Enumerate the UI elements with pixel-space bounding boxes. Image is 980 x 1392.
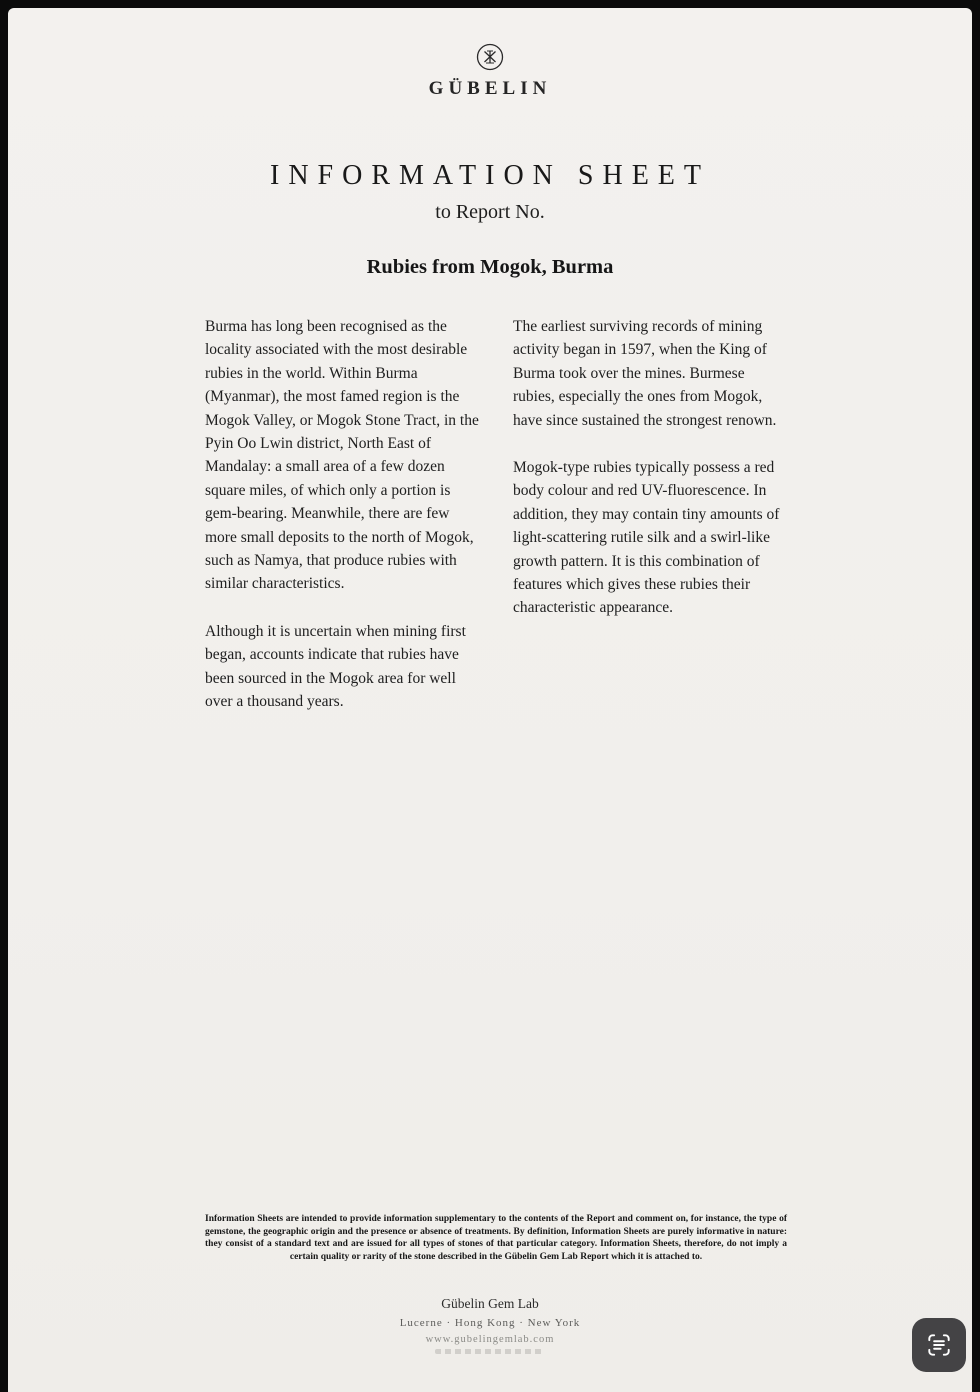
lab-website: www.gubelingemlab.com [425, 1334, 555, 1345]
body-paragraph: Burma has long been recognised as the locality associated with the most desirable rubies in the world. Within Burma (Myanmar), the most famed region is the Mogok Valley, or Mogok Stone Tract, in the Pyin Oo Lwin district, North East of Mandalay: a small area of a few dozen square miles, of which only a portion is gem-bearing. Meanwhile, there are few more small deposits to the north of Mogok, such as Namya, that produce rubies with similar characteristics. [205, 318, 479, 593]
body-paragraph: Mogok-type rubies typically possess a red body colour and red UV-fluorescence. In addition, they may contain tiny amounts of light-scattering rutile silk and a swirl-like growth pattern. It is this combination of features which gives these rubies their characteristic appearance. [513, 459, 780, 617]
document-page [8, 8, 972, 1392]
body-paragraph: Although it is uncertain when mining first began, accounts indicate that rubies have been sourced in the Mogok area for well over a thousand years. [205, 622, 466, 711]
brand-wordmark: GÜBELIN [428, 78, 552, 99]
brand-block [8, 42, 972, 100]
left-column [205, 315, 479, 738]
lab-footer [8, 1296, 972, 1354]
report-number-line: to Report No. [435, 201, 545, 223]
lab-name: Gübelin Gem Lab [441, 1296, 539, 1311]
gubelin-crest-icon [475, 42, 505, 72]
live-text-button[interactable] [912, 1318, 966, 1372]
body-paragraph: The earliest surviving records of mining activity began in 1597, when the King of Burma took over the mines. Burmese rubies, especially the ones from Mogok, have since sustained the strongest renown. [513, 318, 777, 429]
clipped-text-line [435, 1349, 545, 1354]
right-column [513, 315, 787, 738]
body-columns [205, 315, 787, 738]
disclaimer-text: Information Sheets are intended to provide information supplementary to the contents of the Report and comment on, for instance, the type of gemstone, the geographic origin and the presence or absence of treatments. By definition, Information Sheets are purely informative in nature: they consist of a standard text and are issued for all types of stones of that particular category. Information Sheets, therefore, do not imply a certain quality or rarity of the stone described in the Gübelin Gem Lab Report which it is attached to. [205, 1214, 787, 1262]
section-heading: Rubies from Mogok, Burma [366, 256, 614, 278]
document-title: INFORMATION SHEET [270, 160, 710, 191]
scan-text-icon [925, 1331, 953, 1359]
lab-locations: Lucerne · Hong Kong · New York [399, 1317, 581, 1329]
